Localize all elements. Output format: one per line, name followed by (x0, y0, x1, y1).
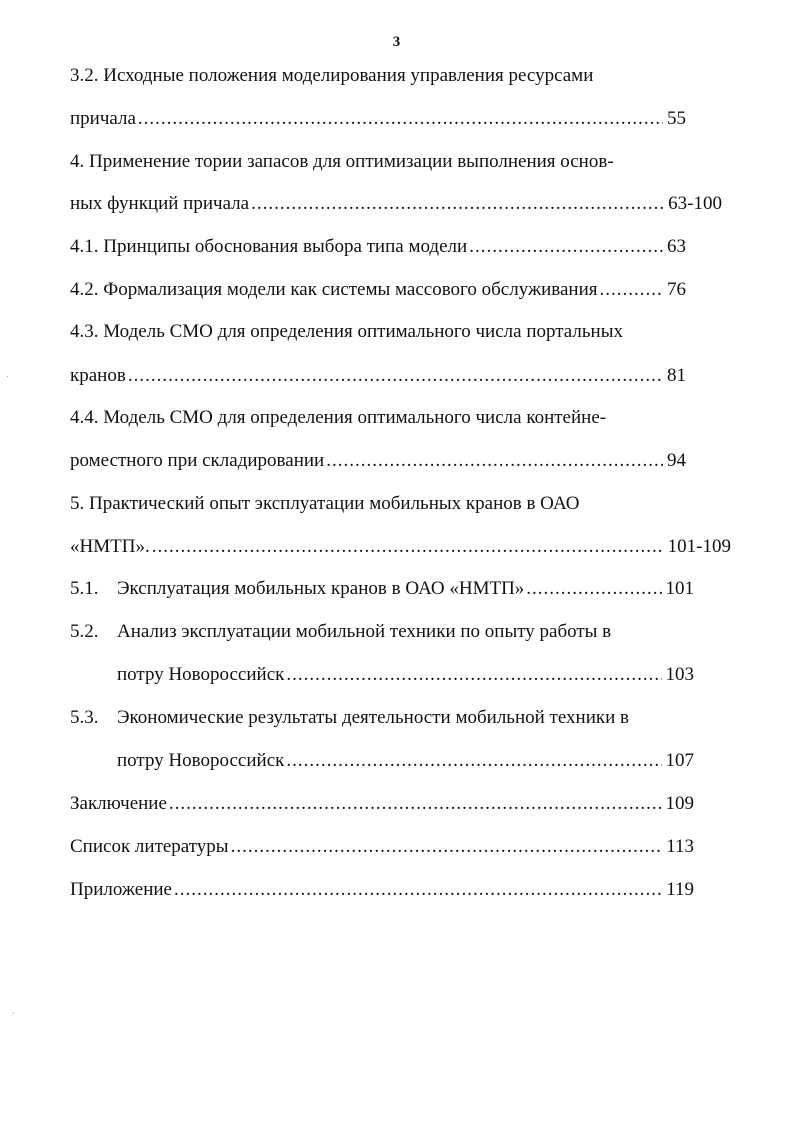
toc-entry-4-leader (70, 192, 722, 216)
toc-page-number: 101 (665, 578, 694, 599)
toc-entry-label: Список литературы (70, 836, 229, 857)
leader-dots (326, 449, 663, 473)
toc-page-number: 103 (665, 664, 694, 685)
toc-entry-label: потру Новороссийск (117, 750, 285, 771)
toc-entry-conclusion (70, 792, 694, 816)
leader-dots (174, 878, 662, 902)
toc-page-number: 63-100 (668, 193, 722, 214)
toc-entry-label: Эксплуатация мобильных кранов в ОАО «НМТП» (117, 578, 525, 599)
toc-entry-5-2-title: Анализ эксплуатации мобильной техники по опыту работы в (117, 621, 612, 642)
toc-entry-5-2-number: 5.2. (70, 621, 99, 642)
toc-entry-5-1 (117, 577, 694, 601)
toc-entry-4-4-leader (70, 449, 686, 473)
toc-entry-4-3-title: 4.3. Модель СМО для определения оптимального числа портальных (70, 321, 623, 342)
toc-entry-4-4-title: 4.4. Модель СМО для определения оптимального числа контейне- (70, 407, 607, 428)
leader-dots (599, 278, 663, 302)
page-number: 3 (392, 34, 401, 50)
toc-page-number: 101-109 (667, 536, 731, 557)
toc-entry-3-2-title: 3.2. Исходные положения моделирования управления ресурсами (70, 65, 594, 86)
leader-dots (469, 235, 663, 259)
toc-entry-label: причала (70, 108, 136, 129)
toc-entry-5-leader (70, 535, 731, 559)
toc-page-number: 81 (667, 365, 686, 386)
toc-page-number: 107 (665, 750, 694, 771)
leader-dots (152, 535, 664, 559)
toc-entry-label: Заключение (70, 793, 167, 814)
toc-page-number: 94 (667, 450, 686, 471)
scan-speck: ` (12, 1012, 16, 1023)
toc-entry-label: «НМТП». (70, 536, 150, 557)
toc-entry-label: кранов (70, 365, 126, 386)
leader-dots (251, 192, 664, 216)
toc-entry-label: 4.1. Принципы обоснования выбора типа модели (70, 236, 468, 257)
toc-entry-label: ных функций причала (70, 193, 250, 214)
toc-entry-3-2-leader (70, 107, 686, 131)
toc-entry-label: 4.2. Формализация модели как системы массового обслуживания (70, 279, 598, 300)
toc-entry-label: роместного при складировании (70, 450, 325, 471)
toc-page-number: 76 (667, 279, 686, 300)
leader-dots (526, 577, 661, 601)
toc-page-number: 119 (666, 879, 694, 900)
toc-entry-5-3-number: 5.3. (70, 707, 99, 728)
toc-page-number: 55 (667, 108, 686, 129)
toc-entry-4-1 (70, 235, 686, 259)
leader-dots (169, 792, 662, 816)
leader-dots (231, 835, 663, 859)
toc-entry-references (70, 835, 694, 859)
toc-entry-5-title: 5. Практический опыт эксплуатации мобильных кранов в ОАО (70, 493, 580, 514)
leader-dots (286, 749, 661, 773)
leader-dots (128, 364, 663, 388)
toc-page-number: 113 (666, 836, 694, 857)
toc-entry-label: Приложение (70, 879, 172, 900)
toc-entry-appendix (70, 878, 694, 902)
leader-dots (138, 107, 663, 131)
toc-entry-4-3-leader (70, 364, 686, 388)
toc-entry-5-3-leader (117, 749, 694, 773)
toc-entry-5-1-number: 5.1. (70, 578, 99, 599)
toc-entry-5-2-leader (117, 663, 694, 687)
toc-entry-5-3-title: Экономические результаты деятельности мобильной техники в (117, 707, 629, 728)
toc-entry-label: потру Новороссийск (117, 664, 285, 685)
toc-page-number: 109 (665, 793, 694, 814)
scan-speck: · (6, 372, 10, 383)
toc-page-number: 63 (667, 236, 686, 257)
toc-entry-4-2 (70, 278, 686, 302)
toc-entry-4-title: 4. Применение тории запасов для оптимизации выполнения основ- (70, 151, 614, 172)
leader-dots (286, 663, 661, 687)
